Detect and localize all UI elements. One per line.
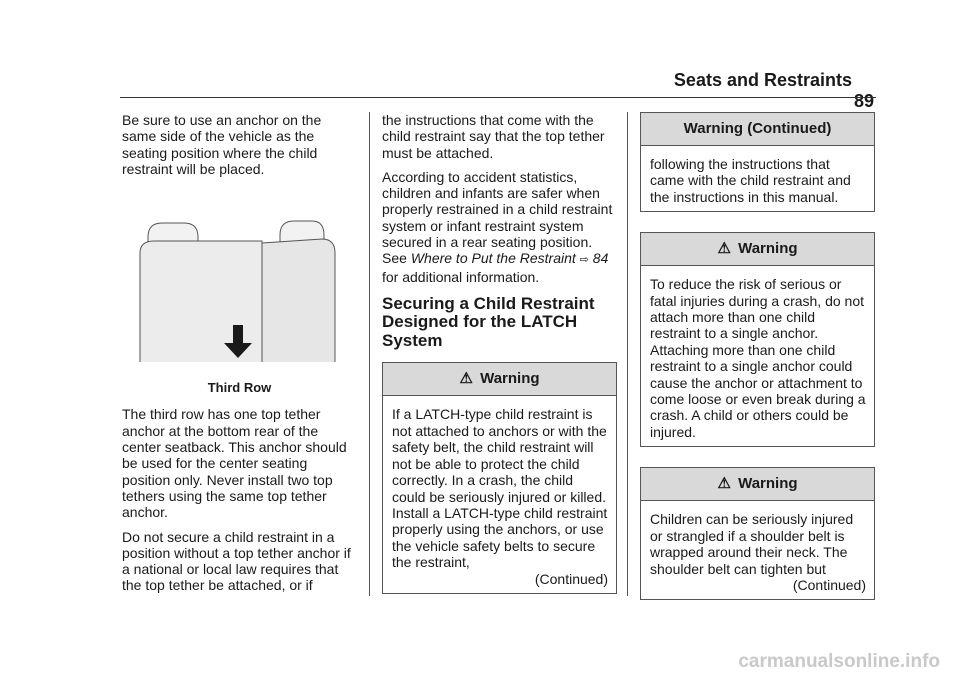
warning-box-continued: [640, 112, 875, 212]
seatback-right: [262, 239, 335, 362]
warning-header: ⚠ Warning: [383, 363, 616, 396]
column-divider: [627, 112, 628, 596]
watermark: carmanualsonline.info: [738, 651, 940, 672]
warning-body: Children can be seriously injured or strangled if a shoulder belt is wrapped around their neck. The shoulder belt can tighten but (Continued): [650, 511, 866, 593]
paragraph: The third row has one top tether anchor at the bottom rear of the center seatback. This anchor should be used for the center seating position only. Never install two top tethers using the same top tether anchor.: [122, 406, 347, 521]
continued-label: (Continued): [534, 570, 608, 587]
warning-box: [640, 467, 875, 600]
header-rule: [120, 97, 876, 98]
section-heading: Securing a Child Restraint Designed for the LATCH System: [382, 293, 595, 350]
warning-header: ⚠ Warning: [641, 468, 874, 501]
chapter-title: Seats and Restraints: [673, 70, 852, 90]
warning-box: [640, 232, 875, 447]
page-reference-arrow-icon: ⇨: [579, 254, 589, 267]
warning-box: [382, 362, 617, 593]
page-reference[interactable]: 84: [592, 250, 609, 267]
column-divider: [369, 112, 370, 596]
page-number: 89: [853, 91, 874, 111]
warning-header: Warning (Continued): [641, 113, 874, 146]
continued-label: (Continued): [792, 576, 866, 593]
column-left: [122, 112, 357, 602]
third-row-seat-illustration: [122, 197, 357, 362]
warning-sign-icon: ⚠: [717, 240, 731, 258]
figure-caption: Third Row: [207, 380, 272, 396]
cross-reference-link[interactable]: Where to Put the Restraint: [410, 250, 576, 267]
page-header: [650, 70, 874, 111]
warning-sign-icon: ⚠: [459, 370, 473, 388]
paragraph: According to accident statistics, children and infants are safer when properly restrained in a child restraint system or infant restraint system secured in a rear seating position. See Where to Put the Restraint ⇨ 84 for additional information.: [382, 168, 613, 285]
warning-body: If a LATCH-type child restraint is not attached to anchors or with the safety belt, the child restraint will not be able to protect the child correctly. In a crash, the child could be seriously injured or killed. Install a LATCH-type child restraint properly using the anchors, or use the vehicle safety belts to secure the restraint, (Continued): [392, 406, 608, 587]
warning-header: ⚠ Warning: [641, 233, 874, 266]
column-middle: [382, 112, 617, 614]
warning-sign-icon: ⚠: [717, 475, 731, 493]
paragraph: Do not secure a child restraint in a position without a top tether anchor if a national or local law requires that the top tether be attached, or if: [122, 528, 351, 594]
paragraph: Be sure to use an anchor on the same side of the vehicle as the seating position where the child restraint will be placed.: [122, 112, 322, 177]
warning-body: following the instructions that came with the child restraint and the instructions in this manual.: [650, 156, 851, 205]
column-right: [640, 112, 875, 620]
warning-body: To reduce the risk of serious or fatal injuries during a crash, do not attach more than one child restraint to a single anchor. Attaching more than one child restraint to a single anchor could cause the anchor or attachment to come loose or even break during a crash. A child or others could be injured.: [650, 276, 866, 440]
third-row-seat-figure: [122, 197, 357, 362]
paragraph: the instructions that come with the child restraint say that the top tether must be attached.: [382, 112, 605, 161]
